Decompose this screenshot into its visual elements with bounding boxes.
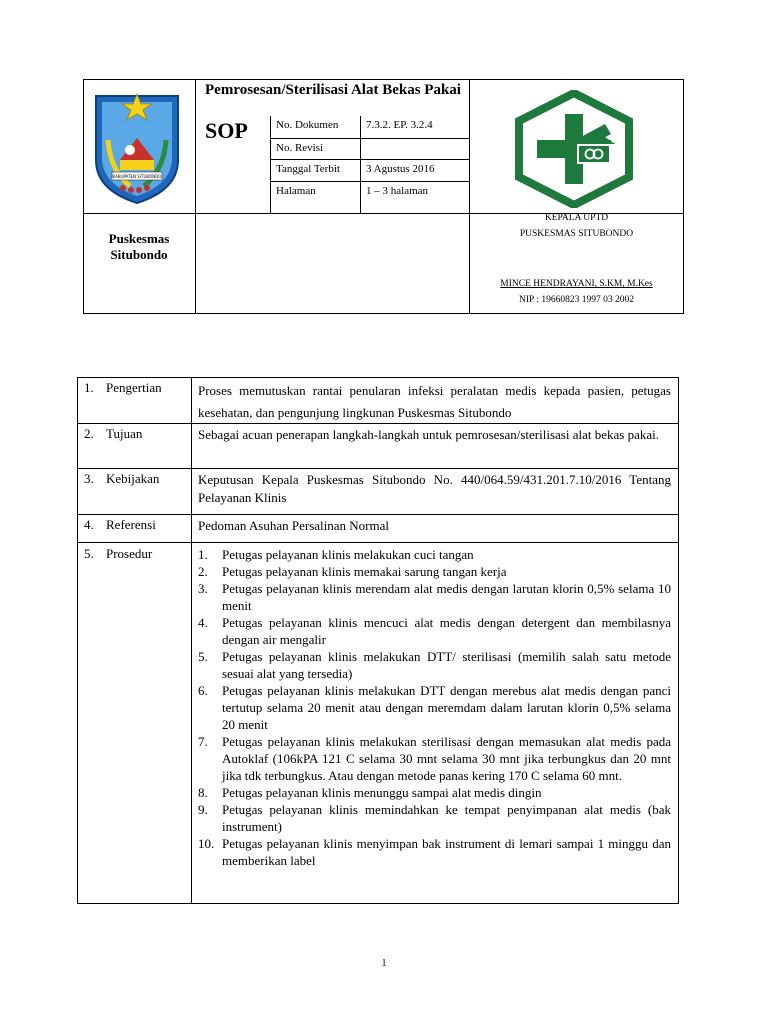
sop-label: SOP: [205, 118, 248, 143]
procedure-step: [198, 614, 671, 648]
section-label: Referensi: [106, 517, 156, 532]
section-number: 3.: [84, 471, 94, 486]
meta-value: 1 – 3 halaman: [366, 185, 429, 197]
procedure-step: [198, 682, 671, 733]
step-text: Petugas pelayanan klinis melakukan cuci tangan: [222, 547, 474, 562]
org-name: Puskesmas Situbondo: [108, 231, 170, 262]
procedure-steps: [198, 546, 671, 869]
section-label: Pengertian: [106, 380, 162, 395]
section-text: Sebagai acuan penerapan langkah-langkah untuk pemrosesan/sterilisasi alat bekas pakai.: [198, 427, 659, 442]
step-text: Petugas pelayanan klinis memakai sarung tangan kerja: [222, 564, 507, 579]
step-number: 6.: [198, 683, 208, 698]
step-text: Petugas pelayanan klinis menunggu sampai alat medis dingin: [222, 785, 542, 800]
signer-title-2: PUSKESMAS SITUBONDO: [519, 229, 634, 239]
step-number: 7.: [198, 734, 208, 749]
section-number: 1.: [84, 380, 94, 395]
step-text: Petugas pelayanan klinis melakukan sterilisasi dengan memasukan alat medis pada Autoklaf (106kPA 121 C selama 30 mnt selama 30 mnt jika terbungkus dan 20 mnt jika tdk terbungkus. Atau dengan metode panas kering 170 C selama 60 mnt.: [222, 734, 671, 783]
step-text: Petugas pelayanan klinis melakukan DTT dengan merebus alat medis dengan panci tertutup selama 20 menit atau dengan meremdam dalam larutan klorin 0,5% selama 20 menit: [222, 683, 671, 732]
procedure-step: [198, 580, 671, 614]
meta-value: 7.3.2. EP. 3.2.4: [366, 119, 433, 131]
signer-title-1: KEPALA UPTD: [544, 213, 609, 223]
section-label: Prosedur: [106, 546, 153, 561]
step-number: 2.: [198, 564, 208, 579]
step-number: 4.: [198, 615, 208, 630]
step-text: Petugas pelayanan klinis mencuci alat medis dengan detergent dan membilasnya dengan air mengalir: [222, 615, 671, 647]
step-number: 10.: [198, 836, 215, 851]
procedure-step: [198, 546, 671, 563]
procedure-step: [198, 733, 671, 784]
step-number: 3.: [198, 581, 208, 596]
section-number: 5.: [84, 546, 94, 561]
regency-emblem-logo: [90, 90, 184, 206]
section-label: Kebijakan: [106, 471, 160, 486]
step-text: Petugas pelayanan klinis menyimpan bak instrument di lemari sampai 1 minggu dan memberikan label: [222, 836, 671, 868]
step-text: Petugas pelayanan klinis melakukan DTT/ sterilisasi (memilih salah satu metode sesuai alat yang tersedia): [222, 649, 671, 681]
procedure-step: [198, 835, 671, 869]
page-number: 1: [381, 958, 387, 969]
meta-label: No. Dokumen: [276, 119, 339, 131]
section-text: Keputusan Kepala Puskesmas Situbondo No. 440/064.59/431.201.7.10/2016 Tentang Pelayanan Klinis: [198, 472, 671, 505]
section-label: Tujuan: [106, 426, 143, 441]
step-text: Petugas pelayanan klinis memindahkan ke tempat penyimpanan alat medis (bak instrument): [222, 802, 671, 834]
procedure-step: [198, 563, 671, 580]
procedure-step: [198, 801, 671, 835]
procedure-step: [198, 784, 671, 801]
step-number: 8.: [198, 785, 208, 800]
signer-nip: NIP : 19660823 1997 03 2002: [519, 295, 634, 305]
meta-label: No. Revisi: [276, 142, 324, 154]
procedure-step: [198, 648, 671, 682]
signer-name: MINCE HENDRAYANI, S.KM, M.Kes: [500, 279, 653, 289]
section-number: 2.: [84, 426, 94, 441]
section-text: Pedoman Asuhan Persalinan Normal: [198, 518, 389, 533]
emblem-motto: KABUPATEN SITUBONDO: [112, 174, 162, 179]
meta-label: Tanggal Terbit: [276, 163, 340, 175]
section-number: 4.: [84, 517, 94, 532]
sop-title: Pemrosesan/Sterilisasi Alat Bekas Pakai: [205, 82, 461, 98]
puskesmas-logo: [515, 90, 633, 208]
step-text: Petugas pelayanan klinis merendam alat medis dengan larutan klorin 0,5% selama 10 menit: [222, 581, 671, 613]
step-number: 5.: [198, 649, 208, 664]
section-text: Proses memutuskan rantai penularan infeksi peralatan medis kepada pasien, petugas kesehatan, dan pengunjung lingkunan Puskesmas Situbondo: [198, 383, 671, 420]
meta-label: Halaman: [276, 185, 316, 197]
step-number: 1.: [198, 547, 208, 562]
step-number: 9.: [198, 802, 208, 817]
meta-value: 3 Agustus 2016: [366, 163, 435, 175]
